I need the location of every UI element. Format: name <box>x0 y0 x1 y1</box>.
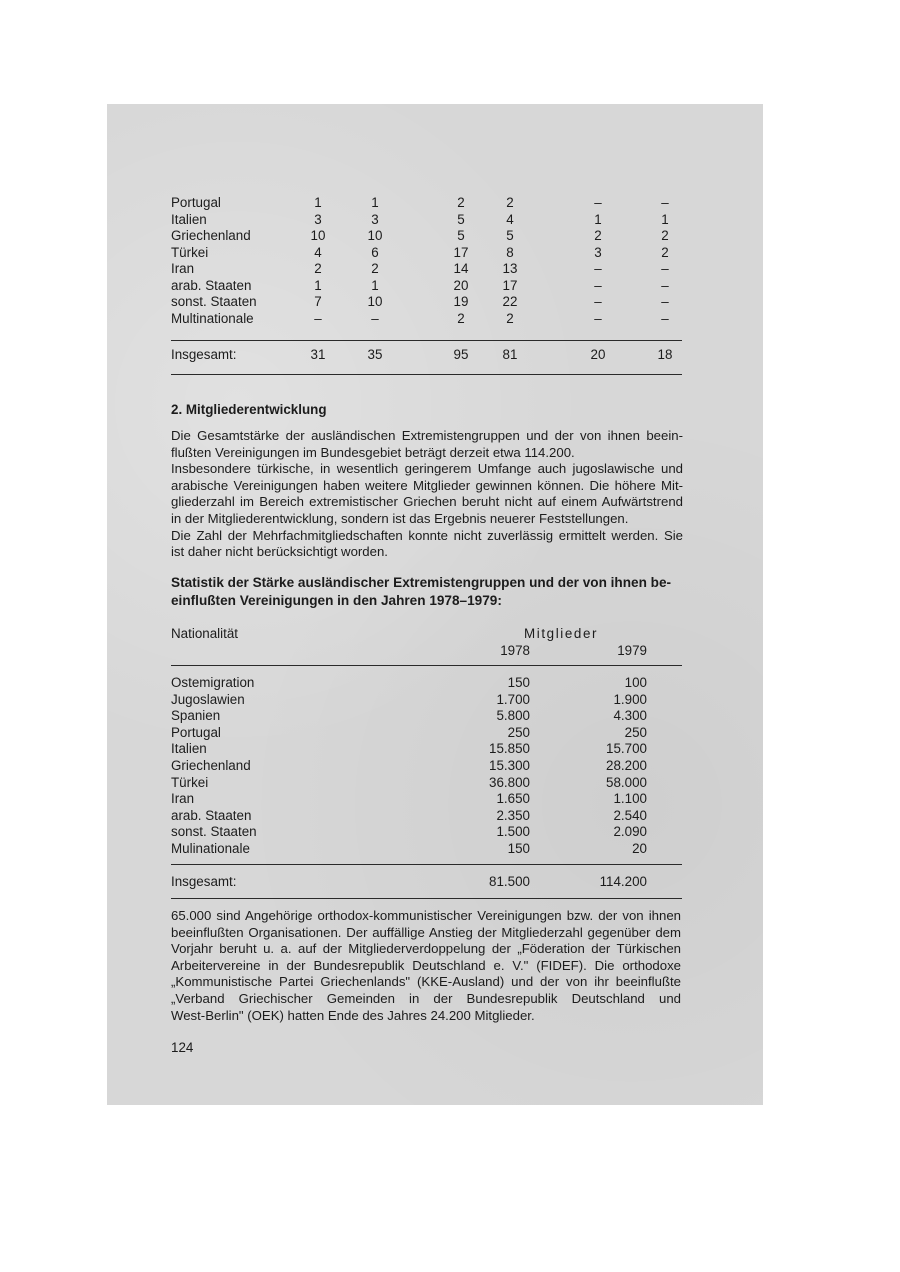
paragraph-line: gliederzahl im Bereich extremistischer Griechen beruht nicht auf einem Aufwärtstrend <box>171 494 683 510</box>
table1-cell: 13 <box>502 261 518 276</box>
paragraph-line: ist daher nicht berücksichtigt worden. <box>171 544 388 560</box>
table1-cell: – <box>594 310 602 326</box>
table1-total-rule-bottom <box>171 374 682 375</box>
table2-row-label: Portugal <box>171 724 221 740</box>
table1-cell: 10 <box>367 228 383 243</box>
table2-title-line2: einflußten Vereinigungen in den Jahren 1978–1979: <box>171 593 502 608</box>
table2-total-rule-bottom <box>171 898 682 899</box>
table2-total-1979: 114.200 <box>599 874 647 889</box>
table2-cell-1978: 1.700 <box>496 691 530 707</box>
table2-cell-1978: 15.850 <box>489 741 530 757</box>
table1-cell: 1 <box>314 277 322 293</box>
table1-cell: 5 <box>457 228 465 243</box>
table1-cell: – <box>594 195 602 210</box>
table1-cell: 2 <box>457 310 465 326</box>
table2-cell-1979: 2.540 <box>613 807 647 823</box>
table1-row-label: sonst. Staaten <box>171 294 257 309</box>
table1-cell: – <box>661 277 669 293</box>
paragraph-line: Arbeitervereine in der Bundesrepublik Deutschland e. V." (FIDEF). Die orthodoxe <box>171 957 681 973</box>
paragraph-line: Die Gesamtstärke der ausländischen Extremistengruppen und der von ihnen beein- <box>171 428 683 443</box>
table1-total-cell: 31 <box>310 347 326 362</box>
table1-cell: 1 <box>661 211 669 227</box>
table1-total-rule-top <box>171 340 682 341</box>
col-header-1979: 1979 <box>617 643 647 658</box>
table2-row-label: Spanien <box>171 708 221 724</box>
paragraph-line: West-Berlin" (OEK) hatten Ende des Jahres 24.200 Mitglieder. <box>171 1007 535 1023</box>
table1-cell: 2 <box>661 244 669 260</box>
table1-cell: 4 <box>506 211 514 227</box>
table1-cell: 6 <box>371 244 379 260</box>
table1-cell: 2 <box>506 195 514 210</box>
table2-row-label: Jugoslawien <box>171 691 245 707</box>
table2-cell-1978: 15.300 <box>489 758 530 773</box>
closing-paragraph <box>171 908 681 1024</box>
table2-cell-1978: 5.800 <box>496 708 530 724</box>
table2-cell-1978: 36.800 <box>489 774 530 790</box>
table1-cell: 10 <box>367 294 383 309</box>
table2-total-rule-top <box>171 864 682 865</box>
section-heading: 2. Mitgliederentwicklung <box>171 402 327 417</box>
table1-cell: – <box>661 195 669 210</box>
table1-total-label: Insgesamt: <box>171 347 237 362</box>
table1-cell: 7 <box>314 294 322 309</box>
table1-cell: 22 <box>502 294 518 309</box>
table1-cell: 19 <box>453 294 469 309</box>
paragraph-line: Die Zahl der Mehrfachmitgliedschaften konnte nicht zuverlässig ermittelt werden. Sie <box>171 527 683 543</box>
table1-cell: 1 <box>371 195 379 210</box>
table1-cell: 1 <box>371 277 379 293</box>
table2-row-label: Italien <box>171 741 207 757</box>
table1-cell: – <box>661 294 669 309</box>
paragraph-line: „Kommunistische Partei Griechenlands" (KKE-Ausland) und der von ihr beeinflußte <box>171 974 681 990</box>
table2-cell-1978: 1.500 <box>496 824 530 840</box>
table1-cell: – <box>594 294 602 309</box>
table1-total-cell: 81 <box>502 347 518 362</box>
col-header-nationality: Nationalität <box>171 626 238 641</box>
table1-cell: 2 <box>371 261 379 276</box>
paragraph-line: Insbesondere türkische, in wesentlich geringerem Umfange auch jugoslawische und <box>171 461 683 477</box>
table2-cell-1979: 4.300 <box>613 708 647 724</box>
paragraph-line: flußten Vereinigungen im Bundesgebiet beträgt derzeit etwa 114.200. <box>171 444 575 460</box>
table1-cell: 20 <box>453 277 469 293</box>
table2-cell-1979: 58.000 <box>606 774 647 790</box>
table2-row-label: Türkei <box>171 774 209 790</box>
table2-row-label: sonst. Staaten <box>171 824 257 840</box>
table2-row-label: arab. Staaten <box>171 807 252 823</box>
paragraph-line: in der Mitgliederentwicklung, sondern ist das Ergebnis neuerer Feststellungen. <box>171 510 629 526</box>
table2-cell-1978: 1.650 <box>496 791 530 807</box>
table1-row-label: Iran <box>171 261 195 276</box>
table1-total-cell: 35 <box>367 347 383 362</box>
table2-title-line1: Statistik der Stärke ausländischer Extremistengruppen und der von ihnen be- <box>171 575 672 590</box>
table1-cell: – <box>594 277 602 293</box>
table2-cell-1979: 250 <box>624 724 647 740</box>
table2-cell-1978: 250 <box>507 724 530 740</box>
table1-cell: 2 <box>314 261 322 276</box>
table1-total-cell: 18 <box>657 347 673 362</box>
table2-cell-1979: 1.900 <box>613 691 647 707</box>
table1-cell: – <box>594 261 602 276</box>
table1-cell: 3 <box>371 211 379 227</box>
table1-cell: 2 <box>661 228 669 243</box>
table2-row-label: Ostemigration <box>171 675 255 690</box>
paragraph-line: arabische Vereinigungen haben weitere Mitglieder gewinnen können. Die höhere Mit- <box>171 477 683 493</box>
table1-cell: – <box>314 310 322 326</box>
table1-row-label: Türkei <box>171 244 209 260</box>
table1-cell: – <box>661 261 669 276</box>
table2-cell-1979: 1.100 <box>613 791 647 807</box>
table2-cell-1978: 150 <box>507 841 530 856</box>
table2-cell-1979: 28.200 <box>606 758 647 773</box>
col-header-1978: 1978 <box>500 643 530 658</box>
table1-row-label: Multinationale <box>171 310 254 326</box>
paragraph-line: „Verband Griechischer Gemeinden in der Bundesrepublik Deutschland und <box>171 990 681 1006</box>
table1-cell: 3 <box>594 244 602 260</box>
table1-cell: 14 <box>453 261 469 276</box>
table2-cell-1979: 15.700 <box>606 741 647 757</box>
paragraph-line: Vorjahr beruht u. a. auf der Mitgliederverdoppelung der „Föderation der Türkischen <box>171 941 681 957</box>
table2-cell-1979: 2.090 <box>613 824 647 840</box>
table1-cell: – <box>371 310 379 326</box>
table2-cell-1979: 20 <box>632 841 647 856</box>
table2-cell-1979: 100 <box>624 675 647 690</box>
table2-total-label: Insgesamt: <box>171 874 237 889</box>
table1-cell: 2 <box>457 195 465 210</box>
table2-cell-1978: 2.350 <box>496 807 530 823</box>
table2-total-1978: 81.500 <box>489 874 530 889</box>
table1-total-cell: 20 <box>590 347 606 362</box>
paragraph-line: beeinflußten Organisationen. Der auffällige Anstieg der Mitgliederzahl gegenüber dem <box>171 924 681 940</box>
table2-cell-1978: 150 <box>507 675 530 690</box>
table1-cell: 2 <box>506 310 514 326</box>
table1-cell: 10 <box>310 228 326 243</box>
table2-row-label: Iran <box>171 791 195 807</box>
page-number: 124 <box>171 1040 194 1055</box>
table1-row-label: Italien <box>171 211 207 227</box>
table2-row-label: Griechenland <box>171 758 251 773</box>
table1-cell: 5 <box>506 228 514 243</box>
table1-cell: 17 <box>502 277 518 293</box>
table1-row-label: arab. Staaten <box>171 277 252 293</box>
table1-row-label: Griechenland <box>171 228 251 243</box>
section-paragraph <box>171 428 683 561</box>
col-header-members: Mitglieder <box>524 626 599 641</box>
table2-header-rule <box>171 665 682 666</box>
table1-row-label: Portugal <box>171 195 221 210</box>
table1-cell: – <box>661 310 669 326</box>
table2-row-label: Mulinationale <box>171 841 250 856</box>
table1-cell: 4 <box>314 244 322 260</box>
table1-cell: 2 <box>594 228 602 243</box>
table1-cell: 3 <box>314 211 322 227</box>
table1-cell: 8 <box>506 244 514 260</box>
table1-cell: 17 <box>453 244 469 260</box>
table1-cell: 5 <box>457 211 465 227</box>
table1-cell: 1 <box>314 195 322 210</box>
table1-total-cell: 95 <box>453 347 469 362</box>
paragraph-line: 65.000 sind Angehörige orthodox-kommunistischer Vereinigungen bzw. der von ihnen <box>171 908 681 923</box>
table1-cell: 1 <box>594 211 602 227</box>
